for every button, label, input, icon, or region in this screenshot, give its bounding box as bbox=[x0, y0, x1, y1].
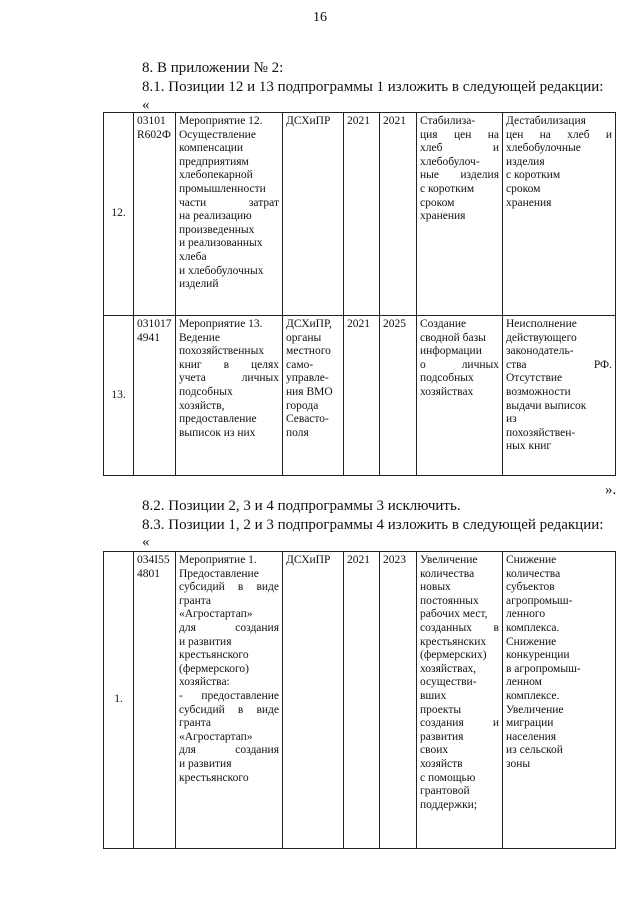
cell-text-line: 03101 bbox=[137, 115, 166, 127]
cell-text-line: из bbox=[506, 413, 517, 426]
cell-text-line: для создания bbox=[179, 744, 279, 757]
cell-text-line: хлебобулоч- bbox=[420, 155, 480, 168]
cell-text-line: с коротким bbox=[506, 169, 561, 182]
cell-text-line: вших bbox=[420, 689, 447, 702]
table-subprogram-1 bbox=[103, 112, 616, 476]
cell-text-line: местного bbox=[286, 345, 331, 358]
cell-text-line: Предоставление bbox=[179, 567, 259, 580]
cell-text-line: Увеличение bbox=[506, 703, 564, 716]
cell-text-line: постоянных bbox=[420, 594, 479, 607]
event-description bbox=[176, 552, 283, 849]
cell-text-line: Снижение bbox=[506, 635, 557, 648]
cell-text-line: Создание bbox=[420, 318, 467, 330]
table-row bbox=[104, 113, 616, 316]
budget-code bbox=[134, 316, 176, 476]
consequences bbox=[503, 113, 616, 316]
cell-text-line: города bbox=[286, 399, 319, 412]
cell-text-line: количества bbox=[506, 567, 561, 580]
cell-text-line: на реализацию bbox=[179, 210, 252, 223]
cell-text-line: ция цен на bbox=[420, 128, 499, 141]
cell-text-line: Ведение bbox=[179, 331, 220, 344]
cell-text-line: для создания bbox=[179, 621, 279, 634]
cell-text-line: и реализованных bbox=[179, 237, 263, 250]
cell-text-line: Увеличение bbox=[420, 554, 478, 566]
cell-text-line: агропромыш- bbox=[506, 594, 573, 607]
cell-text-line: изделий bbox=[179, 278, 219, 291]
cell-text-line: ния ВМО bbox=[286, 385, 333, 398]
cell-text-line: само- bbox=[286, 358, 314, 371]
cell-text-line: хлебобулочные bbox=[506, 142, 581, 155]
cell-text-line: ДСХиПР bbox=[286, 554, 331, 566]
cell-text-line: органы bbox=[286, 331, 322, 344]
executor bbox=[283, 113, 344, 316]
cell-text-line: похозяйствен- bbox=[506, 426, 576, 439]
cell-text-line: новых bbox=[420, 581, 451, 594]
cell-text-line: поддержки; bbox=[420, 798, 478, 811]
cell-text-line: гранта bbox=[179, 717, 211, 730]
cell-text-line: хлебопекарной bbox=[179, 169, 253, 182]
cell-text-line: информации bbox=[420, 345, 482, 358]
section-8-3-heading: 8.3. Позиции 1, 2 и 3 подпрограммы 4 изложить в следующей редакции: bbox=[142, 517, 604, 533]
cell-text-line: Дестабилизация bbox=[506, 115, 586, 127]
cell-text-line: управле- bbox=[286, 372, 329, 385]
open-quote-1: « bbox=[142, 97, 150, 113]
cell-text-line: количества bbox=[420, 567, 475, 580]
cell-text-line: 4941 bbox=[137, 331, 160, 344]
cell-text-line: книг в целях bbox=[179, 358, 279, 371]
cell-text-line: хлеб и bbox=[420, 142, 499, 155]
cell-text-line: субъектов bbox=[506, 581, 555, 594]
cell-text-line: и развития bbox=[179, 757, 232, 770]
cell-text-line: и хлебобулочных bbox=[179, 264, 264, 277]
cell-text-line: хозяйствах bbox=[420, 385, 474, 398]
cell-text-line: населения bbox=[506, 730, 557, 743]
cell-text-line: хранения bbox=[506, 196, 552, 209]
cell-text-line: части затрат bbox=[179, 196, 279, 209]
cell-text-line: подсобных bbox=[420, 372, 474, 385]
close-quote: ». bbox=[605, 482, 617, 498]
event-description bbox=[176, 113, 283, 316]
cell-text-line: сроком bbox=[420, 196, 455, 209]
cell-text-line: ные изделия bbox=[420, 169, 499, 182]
cell-text-line: хозяйств bbox=[420, 757, 463, 770]
cell-text-line: предприятиям bbox=[179, 155, 249, 168]
event-description bbox=[176, 316, 283, 476]
start-year: 2021 bbox=[344, 552, 380, 849]
cell-text-line: зоны bbox=[506, 757, 531, 770]
end-year: 2023 bbox=[380, 552, 417, 849]
cell-text-line: сводной базы bbox=[420, 331, 486, 344]
budget-code bbox=[134, 552, 176, 849]
cell-text-line: изделия bbox=[506, 155, 545, 168]
cell-text-line: создания и bbox=[420, 717, 499, 730]
start-year: 2021 bbox=[344, 316, 380, 476]
cell-text-line: законодатель- bbox=[506, 345, 574, 358]
cell-text-line: ленного bbox=[506, 608, 546, 621]
cell-text-line: проекты bbox=[420, 703, 462, 716]
cell-text-line: возможности bbox=[506, 385, 571, 398]
row-number: 13. bbox=[104, 316, 134, 476]
cell-text-line: из сельской bbox=[506, 744, 563, 757]
cell-text-line: хозяйствах, bbox=[420, 662, 477, 675]
cell-text-line: 034I55 bbox=[137, 554, 170, 566]
cell-text-line: в агропромыш- bbox=[506, 662, 581, 675]
cell-text-line: Неисполнение bbox=[506, 318, 577, 330]
section-8-heading: 8. В приложении № 2: bbox=[142, 60, 284, 76]
cell-text-line: цен на хлеб и bbox=[506, 128, 612, 141]
consequences bbox=[503, 316, 616, 476]
page-number: 16 bbox=[313, 10, 327, 25]
section-8-1-heading: 8.1. Позиции 12 и 13 подпрограммы 1 изложить в следующей редакции: bbox=[142, 79, 604, 95]
cell-text-line: «Агростартап» bbox=[179, 730, 253, 743]
cell-text-line: хозяйств, bbox=[179, 399, 225, 412]
consequences bbox=[503, 552, 616, 849]
cell-text-line: Осуществление bbox=[179, 128, 256, 141]
end-year: 2025 bbox=[380, 316, 417, 476]
cell-text-line: ленном bbox=[506, 676, 542, 689]
cell-text-line: хлеба bbox=[179, 250, 207, 263]
cell-text-line: конкуренции bbox=[506, 649, 570, 662]
end-year: 2021 bbox=[380, 113, 417, 316]
cell-text-line: (фермерских) bbox=[420, 649, 487, 662]
cell-text-line: крестьянского bbox=[179, 771, 249, 784]
cell-text-line: ДСХиПР bbox=[286, 115, 331, 127]
row-number: 1. bbox=[104, 552, 134, 849]
cell-text-line: Отсутствие bbox=[506, 372, 563, 385]
expected-result bbox=[417, 552, 503, 849]
cell-text-line: Мероприятие 12. bbox=[179, 115, 263, 127]
cell-text-line: своих bbox=[420, 744, 449, 757]
cell-text-line: - предоставление bbox=[179, 689, 279, 702]
cell-text-line: Мероприятие 1. bbox=[179, 554, 257, 566]
cell-text-line: субсидий в виде bbox=[179, 703, 279, 716]
executor bbox=[283, 316, 344, 476]
cell-text-line: гранта bbox=[179, 594, 211, 607]
cell-text-line: компенсации bbox=[179, 142, 244, 155]
table-row bbox=[104, 316, 616, 476]
row-number: 12. bbox=[104, 113, 134, 316]
cell-text-line: комплекса. bbox=[506, 621, 560, 634]
cell-text-line: Стабилиза- bbox=[420, 115, 476, 127]
start-year: 2021 bbox=[344, 113, 380, 316]
cell-text-line: комплексе. bbox=[506, 689, 560, 702]
cell-text-line: (фермерского) bbox=[179, 662, 249, 675]
section-8-2-heading: 8.2. Позиции 2, 3 и 4 подпрограммы 3 исключить. bbox=[142, 498, 461, 514]
cell-text-line: с помощью bbox=[420, 771, 476, 784]
cell-text-line: выписок из них bbox=[179, 426, 256, 439]
cell-text-line: осуществи- bbox=[420, 676, 477, 689]
cell-text-line: о личных bbox=[420, 358, 499, 371]
cell-text-line: действующего bbox=[506, 331, 577, 344]
cell-text-line: крестьянского bbox=[179, 649, 249, 662]
cell-text-line: созданных в bbox=[420, 621, 499, 634]
cell-text-line: произведенных bbox=[179, 223, 255, 236]
cell-text-line: сроком bbox=[506, 182, 541, 195]
cell-text-line: выдачи выписок bbox=[506, 399, 587, 412]
expected-result bbox=[417, 113, 503, 316]
cell-text-line: Мероприятие 13. bbox=[179, 318, 263, 330]
cell-text-line: R602Ф bbox=[137, 128, 172, 141]
cell-text-line: учета личных bbox=[179, 372, 279, 385]
cell-text-line: субсидий в виде bbox=[179, 581, 279, 594]
table-subprogram-4 bbox=[103, 551, 616, 849]
cell-text-line: похозяйственных bbox=[179, 345, 265, 358]
cell-text-line: рабочих мест, bbox=[420, 608, 488, 621]
cell-text-line: развития bbox=[420, 730, 464, 743]
open-quote-2: « bbox=[142, 534, 150, 550]
cell-text-line: хранения bbox=[420, 210, 466, 223]
cell-text-line: крестьянских bbox=[420, 635, 487, 648]
cell-text-line: грантовой bbox=[420, 785, 470, 798]
expected-result bbox=[417, 316, 503, 476]
cell-text-line: ДСХиПР, bbox=[286, 318, 332, 330]
cell-text-line: хозяйства: bbox=[179, 676, 230, 689]
cell-text-line: с коротким bbox=[420, 182, 475, 195]
cell-text-line: промышленности bbox=[179, 182, 266, 195]
cell-text-line: поля bbox=[286, 426, 309, 439]
cell-text-line: подсобных bbox=[179, 385, 233, 398]
budget-code bbox=[134, 113, 176, 316]
cell-text-line: «Агростартап» bbox=[179, 608, 253, 621]
cell-text-line: 4801 bbox=[137, 567, 160, 580]
cell-text-line: миграции bbox=[506, 717, 554, 730]
table-row bbox=[104, 552, 616, 849]
executor bbox=[283, 552, 344, 849]
cell-text-line: предоставление bbox=[179, 413, 257, 426]
cell-text-line: и развития bbox=[179, 635, 232, 648]
cell-text-line: Снижение bbox=[506, 554, 557, 566]
cell-text-line: ства РФ. bbox=[506, 358, 612, 371]
cell-text-line: Севасто- bbox=[286, 413, 329, 426]
cell-text-line: 031017 bbox=[137, 318, 172, 330]
cell-text-line: ных книг bbox=[506, 440, 552, 453]
